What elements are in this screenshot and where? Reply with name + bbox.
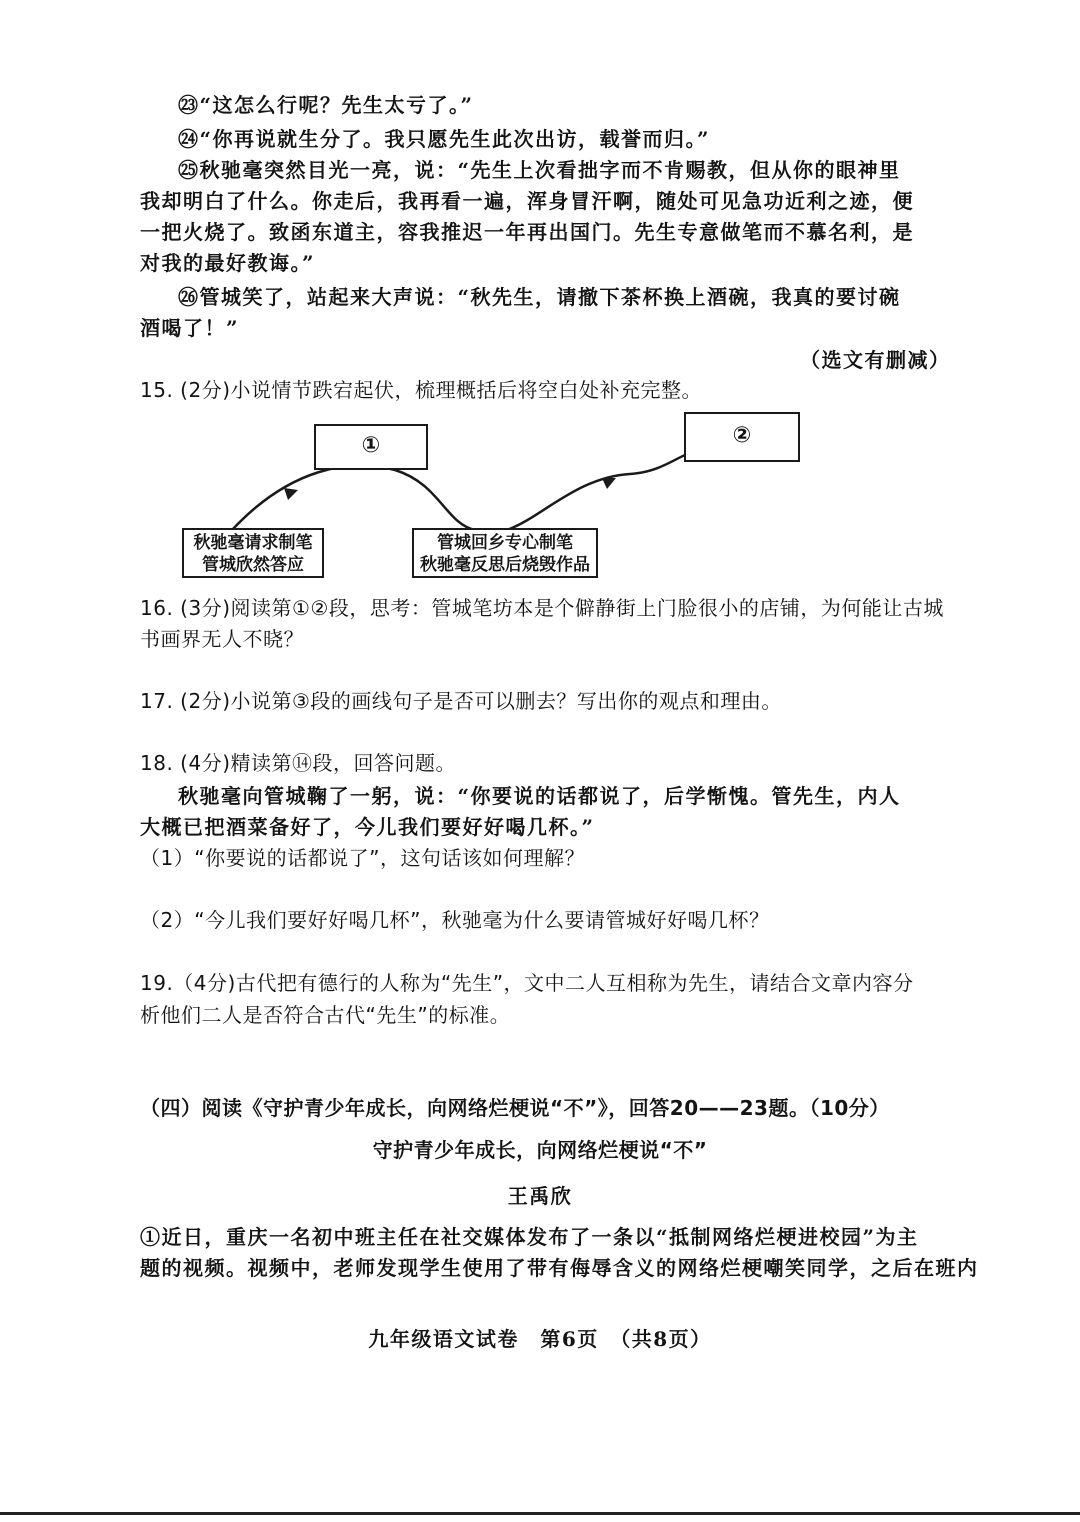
arrow-head-icon	[284, 488, 298, 500]
passage-paragraph-25-line: 对我的最好教诲。”	[140, 251, 316, 275]
diagram-box-3	[182, 528, 324, 578]
question-15: 15. (2分)小说情节跌宕起伏，梳理概括后将空白处补充完整。	[140, 378, 702, 402]
passage-paragraph-25-line: 一把火烧了。致函东道主，容我推迟一年再出国门。先生专意做笔而不慕名利，是	[140, 220, 914, 244]
passage-paragraph-26-line: ㉖管城笑了，站起来大声说：“秋先生，请撤下茶杯换上酒碗，我真的要讨碗	[178, 285, 901, 309]
article-paragraph-1-line: ①近日，重庆一名初中班主任在社交媒体发布了一条以“抵制网络烂梗进校园”为主	[140, 1225, 919, 1249]
plot-curve-line	[232, 453, 690, 533]
article-title: 守护青少年成长，向网络烂梗说“不”	[372, 1138, 708, 1162]
arrow-head-icon	[602, 478, 616, 489]
passage-paragraph-26-line: 酒喝了！”	[140, 316, 240, 340]
question-18-sub-1: （1）“你要说的话都说了”，这句话该如何理解？	[140, 846, 585, 870]
question-18: 18. (4分)精读第⑭段，回答问题。	[140, 751, 456, 775]
question-16-line: 16. (3分)阅读第①②段，思考：管城笔坊本是个僻静街上门脸很小的店铺，为何能让古城	[140, 596, 944, 620]
diagram-box-3-line: 管城欣然答应	[202, 555, 304, 575]
section-4-heading: （四）阅读《守护青少年成长，向网络烂梗说“不”》，回答20——23题。（10分）	[140, 1096, 890, 1120]
question-17: 17. (2分)小说第③段的画线句子是否可以删去？写出你的观点和理由。	[140, 689, 782, 713]
diagram-box-2-label: ②	[732, 423, 752, 448]
diagram-box-1-label: ①	[361, 433, 381, 458]
page-footer: 九年级语文试卷 第6页 （共8页）	[368, 1327, 712, 1351]
passage-paragraph-23: ㉓“这怎么行呢？先生太亏了。”	[178, 93, 474, 117]
diagram-box-1	[314, 424, 428, 470]
passage-paragraph-25-line: 我却明白了什么。你走后，我再看一遍，浑身冒汗啊，随处可见急功近利之迹，便	[140, 189, 914, 213]
question-16-line: 书画界无人不晓？	[140, 627, 304, 651]
diagram-box-4	[412, 528, 598, 578]
question-18-quote-line: 大概已把酒菜备好了，今儿我们要好好喝几杯。”	[140, 815, 595, 839]
source-note: （选文有删减）	[800, 348, 951, 372]
diagram-box-4-line: 秋驰毫反思后烧毁作品	[420, 555, 590, 575]
article-author: 王禹欣	[507, 1184, 573, 1208]
passage-paragraph-25-line: ㉕秋驰毫突然目光一亮，说：“先生上次看拙字而不肯赐教，但从你的眼神里	[178, 158, 901, 182]
passage-paragraph-24: ㉔“你再说就生分了。我只愿先生此次出访，载誉而归。”	[178, 127, 711, 151]
question-18-sub-2: （2）“今儿我们要好好喝几杯”，秋驰毫为什么要请管城好好喝几杯？	[140, 908, 770, 932]
article-paragraph-1-line: 题的视频。视频中，老师发现学生使用了带有侮辱含义的网络烂梗嘲笑同学，之后在班内	[140, 1256, 979, 1280]
question-19-line: 析他们二人是否符合古代“先生”的标准。	[140, 1003, 511, 1027]
diagram-box-3-line: 秋驰毫请求制笔	[193, 533, 313, 553]
diagram-box-4-line: 管城回乡专心制笔	[437, 533, 573, 553]
diagram-box-2	[684, 412, 800, 462]
question-18-quote-line: 秋驰毫向管城鞠了一躬，说：“你要说的话都说了，后学惭愧。管先生，内人	[178, 784, 901, 808]
bottom-edge-rule	[0, 1512, 1080, 1515]
question-19-line: 19.（4分)古代把有德行的人称为“先生”，文中二人互相称为先生，请结合文章内容分	[140, 971, 914, 995]
plot-diagram	[170, 408, 830, 588]
